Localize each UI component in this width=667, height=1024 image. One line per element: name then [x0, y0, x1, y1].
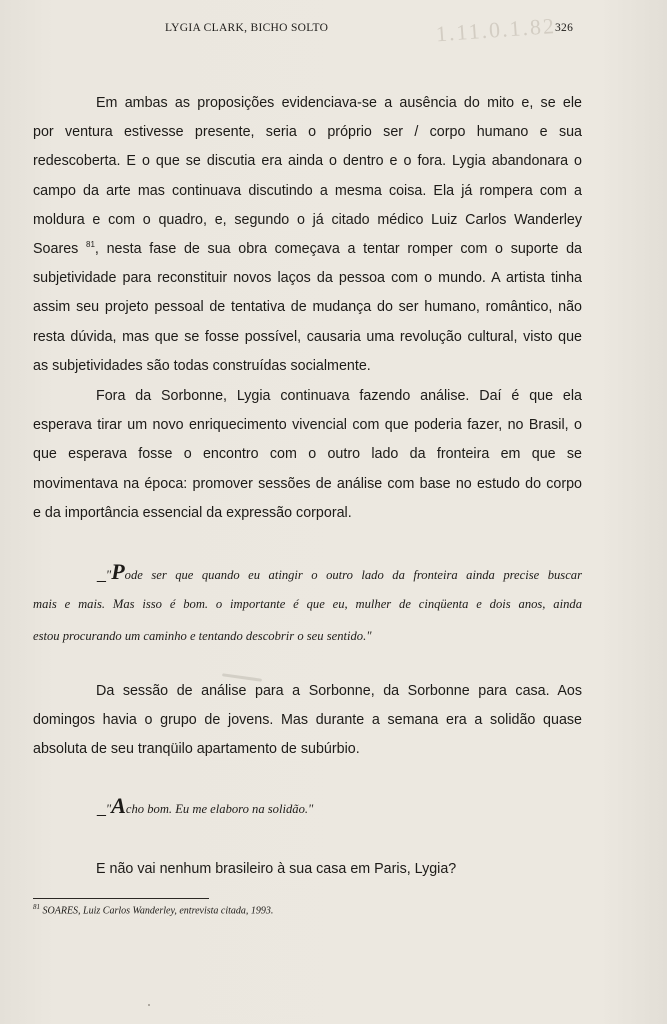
text-line: movimentava na época: promover sessões de análise com base no estudo do corpo	[33, 475, 582, 492]
archive-stamp: 1.11.0.1.82	[435, 12, 557, 47]
quote-line	[33, 556, 582, 588]
quote-open-mark: "	[105, 568, 112, 582]
block-quote-2	[33, 790, 582, 822]
text-line: esperava tirar um novo enriquecimento vivencial com que poderia fazer, no Brasil, o	[33, 417, 582, 434]
quote-dash: _	[97, 566, 106, 583]
text-line: que esperava fosse o encontro com o outro lado da fronteira em que se	[33, 446, 582, 463]
quote-dropcap: P	[111, 559, 125, 584]
text-line: redescoberta. E o que se discutia era ainda o dentro e o fora. Lygia abandonara o	[33, 153, 582, 170]
text-line	[33, 235, 582, 264]
footnote-text: SOARES, Luiz Carlos Wanderley, entrevista citada, 1993.	[40, 905, 274, 917]
text-line: moldura e com o quadro, e, segundo o já citado médico Luiz Carlos Wanderley	[33, 211, 582, 228]
page-number: 326	[555, 22, 574, 34]
text-line: E não vai nenhum brasileiro à sua casa em Paris, Lygia?	[96, 861, 457, 877]
paper-speck	[148, 1004, 150, 1006]
text-line: Em ambas as proposições evidenciava-se a ausência do mito e, se ele	[96, 95, 582, 111]
text-fragment: cho bom. Eu me elaboro na solidão."	[125, 802, 314, 816]
text-fragment: ode ser que quando eu atingir o outro lado da fronteira ainda precise buscar	[124, 568, 582, 582]
footnote-marker: 81	[33, 903, 40, 911]
text-line: campo da arte mas continuava discutindo a mesma coisa. Ela já rompera com a	[33, 182, 582, 199]
text-fragment: , nesta fase de sua obra começava a tentar romper com o suporte da	[94, 240, 582, 257]
text-line: assim seu projeto pessoal de tentativa de mudança do ser humano, romântico, não	[33, 299, 582, 316]
quote-line	[33, 790, 582, 822]
quote-open-mark: "	[105, 802, 112, 816]
text-line: as subjetividades são todas construídas socialmente.	[33, 357, 371, 374]
text-line: subjetividade para reconstituir novos laços da pessoa com o mundo. A artista tinha	[33, 270, 582, 287]
paragraph-4	[33, 855, 582, 884]
text-line: e da importância essencial da expressão corporal.	[33, 504, 352, 521]
footnote-reference[interactable]: 81	[86, 240, 95, 250]
text-fragment: Soares	[33, 240, 86, 257]
text-line: absoluta de seu tranqüilo apartamento de subúrbio.	[33, 741, 360, 758]
block-quote-1	[33, 556, 582, 652]
text-line: Fora da Sorbonne, Lygia continuava fazendo análise. Daí é que ela	[96, 388, 582, 404]
header-title: LYGIA CLARK, BICHO SOLTO	[165, 22, 329, 34]
text-line: Da sessão de análise para a Sorbonne, da Sorbonne para casa. Aos	[96, 683, 582, 699]
quote-dash: _	[97, 800, 106, 817]
text-line: por ventura estivesse presente, seria o próprio ser / corpo humano e sua	[33, 124, 582, 141]
quote-line: mais e mais. Mas isso é bom. o importante é que eu, mulher de cinqüenta e dois anos, ainda	[33, 597, 582, 611]
footnote	[33, 903, 533, 916]
paragraph-3	[33, 677, 582, 765]
quote-line: estou procurando um caminho e tentando descobrir o seu sentido."	[33, 629, 372, 643]
text-line: domingos havia o grupo de jovens. Mas durante a semana era a solidão quase	[33, 712, 582, 729]
text-line: resta dúvida, mas que se fosse possível, causaria uma revolução cultural, visto que	[33, 328, 582, 345]
quote-dropcap: A	[111, 793, 126, 818]
paragraph-2	[33, 382, 582, 528]
paragraph-1	[33, 89, 582, 381]
footnote-divider	[33, 898, 209, 899]
